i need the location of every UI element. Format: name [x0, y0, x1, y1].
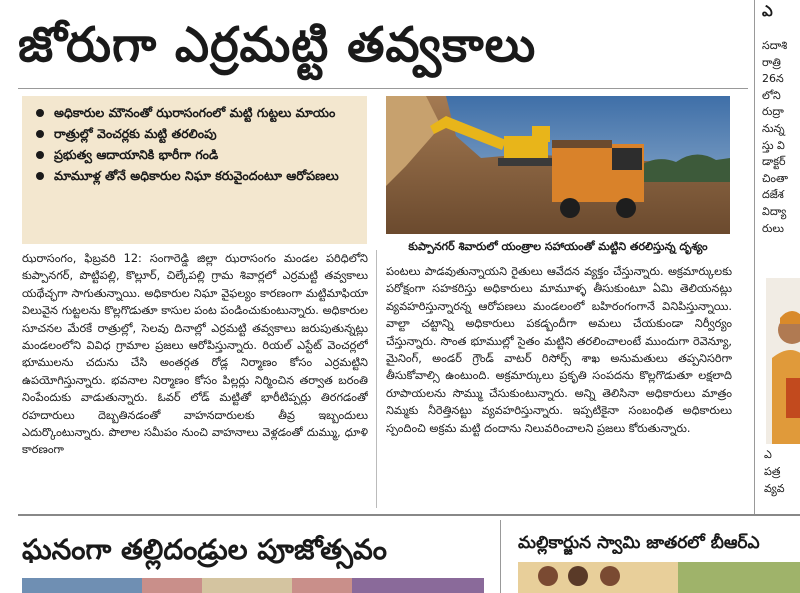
- highlight-text: మామూళ్ల తోనే అధికారుల నిఘా కరువైందంటూ ఆరోపణలు: [54, 168, 339, 183]
- side-line: రులు: [762, 221, 784, 235]
- side-caption: [764, 446, 785, 497]
- highlight-item: [32, 102, 359, 123]
- bullet-icon: [36, 109, 44, 117]
- side-line: విద్యా: [762, 204, 787, 218]
- jatara-photo: [518, 562, 800, 593]
- side-text: [762, 38, 800, 237]
- side-caption-line: వ్యవ: [764, 482, 785, 495]
- side-line: డాక్టర్: [762, 155, 786, 169]
- highlight-text: రాత్రుల్లో వెంచర్లకు మట్టి తరలింపు: [54, 126, 217, 141]
- bullet-icon: [36, 151, 44, 159]
- crowd-photo: [22, 578, 484, 593]
- bottom-left-photo: [22, 578, 484, 593]
- top-divider: [18, 88, 748, 89]
- highlight-item: [32, 165, 359, 186]
- side-line: స్తు వి: [762, 138, 785, 152]
- photo-caption: కుప్పానగర్ శివారులో యంత్రాల సహాయంతో మట్టిని తరలిస్తున్న దృశ్యం: [408, 240, 708, 253]
- highlight-text: ప్రభుత్వ ఆదాయానికి భారీగా గండి: [54, 147, 219, 162]
- main-headline: జోరుగా ఎర్రమట్టి తవ్వకాలు: [18, 17, 537, 73]
- article-column-2: పంటలు పాడవుతున్నాయని రైతులు ఆవేదన వ్యక్తం చేస్తున్నారు. అక్రమార్కులకు పరోక్షంగా సహకరిస్తు అధికారులు మామూళ్ళ తీసుకుంటూ ఏమి తెలియనట్లు వ్యవహరిస్తున్నారన్న ఆరోపణలు మండలంలో బహిరంగంగానే వినిపిస్తున్నాయి. వాల్టా చట్టాన్ని అధికారులు పకడ్బందీగా అమలు చేయకుండా నిర్వీర్యం చేస్తున్నారు. సొంత భూముల్లో సైతం మట్టిని తరలించాలంటే ముందుగా రెవెన్యూ, మైనింగ్, అండర్ గ్రౌండ్ వాటర్ రిసోర్స్ శాఖ అనుమతులు తప్పనిసరిగా తీసుకోవాల్సి ఉంటుంది. అక్రమార్కులు ప్రకృతి సంపదను కొల్లగొడుతూ లక్షలాది రూపాయలను సొమ్ము చేసుకుంటున్నారు. అన్ని తెలిసినా అధికారులు మాత్రం నిమ్మకు నీరెత్తినట్టు వ్యవహరిస్తున్నారు. ఇప్పటికైనా సంబంధిత అధికారులు స్పందించి అక్రమ మట్టి దందాను నిలువరించాలని ప్రజలు కోరుతున్నారు.: [386, 265, 732, 435]
- excavation-photo: [386, 96, 730, 234]
- highlights-box: [22, 96, 367, 244]
- bullet-icon: [36, 172, 44, 180]
- side-headline: ఎ: [762, 2, 773, 20]
- bottom-divider: [18, 514, 800, 516]
- side-caption-line: ఎ: [764, 448, 772, 461]
- highlight-item: [32, 123, 359, 144]
- side-caption-line: పత్ర: [764, 465, 781, 478]
- column-divider-middle: [376, 250, 377, 508]
- highlight-text: అధికారుల మౌనంతో ఝరాసంగంలో మట్టి గుట్టలు మాయం: [54, 105, 336, 120]
- side-line: రాత్రి: [762, 55, 781, 69]
- side-line: దజేశ: [762, 188, 784, 202]
- bottom-right-headline: మల్లికార్జున స్వామి జాతరలో బీఆర్ఎ: [518, 533, 760, 553]
- article-column-1: ఝరాసంగం, ఫిబ్రవరి 12: సంగారెడ్డి జిల్లా ఝరాసంగం మండల పరిధిలోని కుప్పానగర్, పొట్టిపల్లి, కొల్లూర్, చిల్కేపల్లి గ్రామ శివార్లలో ఎర్రమట్టి తవ్వకాలు యథేచ్ఛగా సాగుతున్నాయి. అధికారుల నిఘా వైఫల్యం కారణంగా మట్టిమాఫియా విలువైన గుట్టలను కొల్లగొడుతూ కాసుల పంట పండించుకుంటున్నారు. అధికారుల సూచనల మేరకే రాత్రుల్లో, సెలవు దినాల్లో ఎర్రమట్టి తవ్వకాలు జరుపుతున్నట్లు మండలంలోని వివిధ గ్రామాల ప్రజలు ఆరోపిస్తున్నారు. రియల్ ఎస్టేట్ వెంచర్లలో భూములను చదును చేసి అంతర్గత రోడ్ల నిర్మాణం కోసం ఎర్రమట్టిని ఉపయోగిస్తున్నారు. భవనాల నిర్మాణం కోసం పిల్లర్లు నిర్మించిన తర్వాత బరంతి నింపేందుకు వాడుతున్నారు. ఓవర్ లోడ్ మట్టితో భారీటిప్పర్లు తిరగడంతో రహదారులు దెబ్బతినడంతో వాహనదారులకు తీవ్ర ఇబ్బందులు ఎదుర్కొంటున్నారు. పొలాల సమీపం నుంచి వాహనాలు వెళ్లడంతో దుమ్ము, ధూళి కారణంగా: [22, 252, 368, 457]
- bottom-left-headline: ఘనంగా తల్లిదండ్రుల పూజోత్సవం: [22, 533, 387, 566]
- excavation-scene: [386, 96, 730, 234]
- side-line: రుద్రా: [762, 105, 784, 119]
- side-line: 26న: [762, 72, 784, 86]
- side-article-strip: [762, 0, 800, 520]
- side-photo-priest: [766, 278, 800, 444]
- bullet-icon: [36, 130, 44, 138]
- highlights-list: [32, 102, 359, 186]
- bottom-right-photo: [518, 562, 800, 593]
- bottom-column-divider: [500, 520, 501, 593]
- side-line: చింతా: [762, 171, 789, 185]
- side-line: నున్న: [762, 121, 785, 135]
- side-line: లోని: [762, 88, 781, 102]
- highlight-item: [32, 144, 359, 165]
- side-line: సదాశి: [762, 39, 788, 52]
- column-divider-right: [754, 0, 755, 515]
- priest-figure: [766, 278, 800, 444]
